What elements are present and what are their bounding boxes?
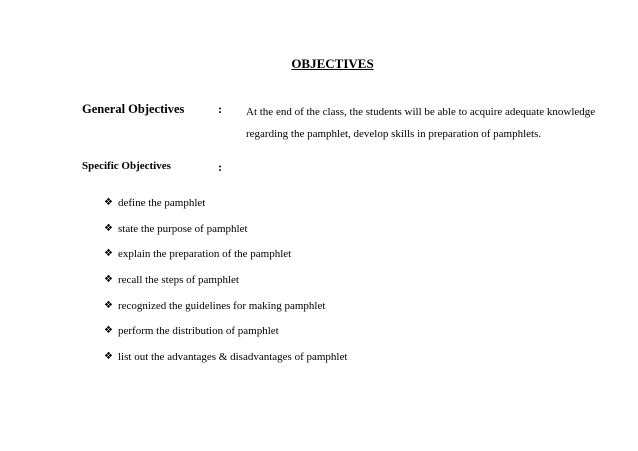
list-item-text: recognized the guidelines for making pamphlet xyxy=(118,299,326,312)
list-item-text: recall the steps of pamphlet xyxy=(118,274,239,287)
specific-objectives-list xyxy=(104,196,347,376)
page-title: OBJECTIVES xyxy=(291,56,374,71)
general-objectives-colon: : xyxy=(218,102,222,116)
list-item-text: state the purpose of pamphlet xyxy=(118,222,248,235)
list-item xyxy=(104,222,347,248)
diamond-bullet-icon: ❖ xyxy=(104,325,113,337)
list-item-text: explain the preparation of the pamphlet xyxy=(118,248,292,261)
list-item-text: define the pamphlet xyxy=(118,197,206,209)
diamond-bullet-icon: ❖ xyxy=(104,222,113,234)
list-item-text: perform the distribution of pamphlet xyxy=(118,325,279,338)
list-item xyxy=(104,247,347,273)
list-item xyxy=(104,196,347,222)
specific-objectives-colon: : xyxy=(218,160,222,174)
list-item xyxy=(104,299,347,325)
diamond-bullet-icon: ❖ xyxy=(104,274,113,286)
list-item xyxy=(104,350,347,376)
diamond-bullet-icon: ❖ xyxy=(104,197,113,208)
list-item xyxy=(104,273,347,299)
list-item xyxy=(104,324,347,350)
diamond-bullet-icon: ❖ xyxy=(104,351,113,363)
list-item-text: list out the advantages & disadvantages of pamphlet xyxy=(118,351,348,364)
specific-objectives-label: Specific Objectives xyxy=(82,160,171,172)
general-objectives-label: General Objectives xyxy=(82,102,185,116)
general-objectives-text: At the end of the class, the students will be able to acquire adequate knowledge regarding the pamphlet, develop skills in preparation of pamphlets. xyxy=(246,106,596,140)
diamond-bullet-icon: ❖ xyxy=(104,299,113,311)
diamond-bullet-icon: ❖ xyxy=(104,248,113,260)
